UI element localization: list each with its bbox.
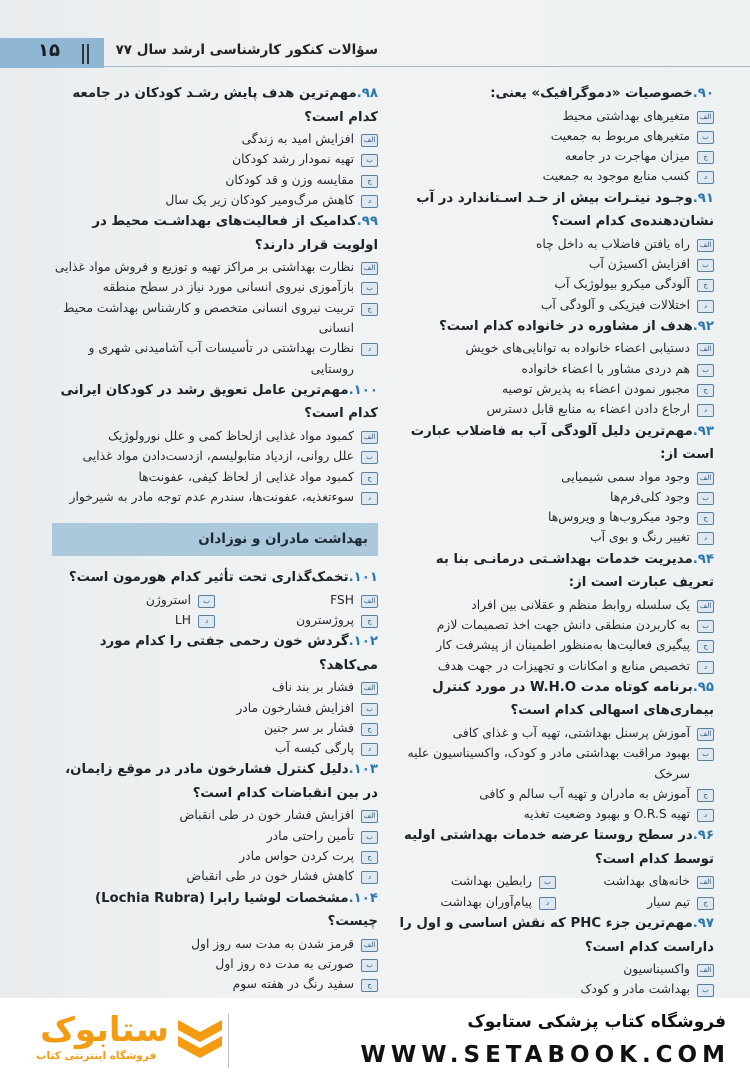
option-pair-row (398, 892, 714, 912)
answer-option (52, 426, 378, 446)
option-letter-badge: ب (361, 451, 378, 464)
right-column (398, 82, 714, 998)
question-number: ۱۰۲. (348, 634, 378, 650)
answer-option (52, 257, 378, 277)
answer-option (215, 610, 378, 630)
option-text: علل روانی، ازدیاد متابولیسم، ازدست‌دادن مواد غذایی (82, 449, 354, 464)
running-header-title: سؤالات کنکور کارشناسی ارشد سال ۷۷ (115, 42, 378, 58)
option-letter-badge: الف (361, 431, 378, 444)
question-text: هدف از مشاوره در خانواده کدام است؟ (439, 318, 693, 334)
option-letter-badge: ب (361, 959, 378, 972)
option-text: نظارت بهداشتی بر مراکز تهیه و توزیع و فروش مواد غذایی (54, 260, 354, 275)
answer-option (398, 126, 714, 146)
option-letter-badge: ب (697, 259, 714, 272)
option-text: تربیت نیروی انسانی متخصص و کارشناس بهداشت محیط انسانی (63, 300, 354, 336)
option-letter-badge: ج (697, 151, 714, 164)
answer-option (398, 295, 714, 315)
option-letter-badge: ب (539, 876, 556, 889)
answer-option (52, 826, 378, 846)
answer-option (52, 298, 378, 339)
option-letter-badge: الف (697, 600, 714, 613)
question-text: وجـود نیتـرات بیش از حـد اسـتاندارد در آب نشان‌دهنده‌ی کدام است؟ (416, 190, 714, 230)
answer-option (398, 106, 714, 126)
option-letter-badge: ج (361, 615, 378, 628)
answer-option (398, 979, 714, 998)
question-stem (52, 82, 378, 129)
question-stem (52, 758, 378, 805)
answer-option (398, 254, 714, 274)
option-letter-badge: د (539, 897, 556, 910)
option-letter-badge: الف (361, 810, 378, 823)
answer-option (398, 723, 714, 743)
option-text: وجود مواد سمی شیمیایی (561, 469, 690, 484)
option-letter-badge: ب (697, 131, 714, 144)
option-letter-badge: ب (697, 620, 714, 633)
option-letter-badge: الف (361, 134, 378, 147)
option-pair-row (398, 871, 714, 891)
answer-option (556, 871, 714, 891)
option-letter-badge: ج (361, 303, 378, 316)
option-text: تیم سیار (647, 894, 690, 909)
question-number: ۹۳. (692, 423, 714, 439)
question-stem (398, 315, 714, 339)
answer-option (52, 974, 378, 994)
option-text: متغیرهای بهداشتی محیط (562, 108, 690, 123)
option-letter-badge: د (697, 404, 714, 417)
option-text: صورتی به مدت ده روز اول (215, 956, 354, 971)
option-text: بهبود مراقبت بهداشتی مادر و کودک، واکسیناسیون علیه سرخک (407, 746, 690, 781)
option-letter-badge: د (697, 661, 714, 674)
option-letter-badge: الف (697, 239, 714, 252)
question-number: ۹۰. (692, 86, 714, 101)
answer-option (52, 934, 378, 954)
answer-option (52, 610, 215, 630)
option-letter-badge: د (697, 300, 714, 313)
answer-option (52, 170, 378, 190)
option-text: فشار بر بند ناف (272, 680, 354, 695)
answer-option (398, 959, 714, 979)
option-text: کسب منابع موجود به جمعیت (542, 169, 690, 184)
option-letter-badge: الف (361, 595, 378, 608)
logo-chevron-icon (176, 1014, 224, 1066)
option-letter-badge: ب (198, 595, 215, 608)
option-text: تهیه نمودار رشد کودکان (232, 152, 354, 167)
header-separator (87, 44, 89, 64)
question-stem (398, 824, 714, 871)
option-letter-badge: ج (361, 472, 378, 485)
option-text: تأمین راحتی مادر (266, 828, 354, 843)
answer-option (398, 871, 556, 891)
question-text: دلیل کنترل فشارخون مادر در موقع زایمان، در بین انقباضات کدام است؟ (65, 762, 378, 801)
option-text: قرمز شدن به مدت سه روز اول (191, 936, 354, 951)
option-text: افزایش اکسیژن آب (588, 256, 690, 271)
option-letter-badge: الف (361, 262, 378, 275)
question-stem (398, 187, 714, 234)
answer-option (398, 507, 714, 527)
option-letter-badge: د (361, 195, 378, 208)
option-text: بهداشت مادر و کودک (580, 982, 690, 997)
option-text: تخصیص منابع و امکانات و تجهیزات در جهت هدف (437, 658, 690, 673)
option-text: یک سلسله روابط منظم و عقلانی بین افراد (471, 597, 690, 612)
option-text: افزایش فشارخون مادر (236, 700, 354, 715)
question-stem (398, 912, 714, 959)
option-letter-badge: د (697, 809, 714, 822)
answer-option (398, 338, 714, 358)
answer-option (52, 738, 378, 758)
answer-option (52, 846, 378, 866)
answer-option (398, 234, 714, 254)
answer-option (52, 149, 378, 169)
answer-option (52, 190, 378, 210)
option-letter-badge: ج (361, 723, 378, 736)
option-text: راه یافتن فاضلاب به داخل چاه (535, 236, 690, 251)
answer-option (52, 718, 378, 738)
answer-option (52, 698, 378, 718)
answer-option (398, 146, 714, 166)
option-letter-badge: الف (361, 682, 378, 695)
option-letter-badge: ب (697, 492, 714, 505)
question-text: کدامیک از فعالیت‌های بهداشـت محیط در اولویت قرار دارند؟ (92, 214, 378, 253)
answer-option (398, 595, 714, 615)
option-letter-badge: ب (361, 282, 378, 295)
section-heading: بهداشت مادران و نوزادان (52, 523, 378, 556)
answer-option (556, 892, 714, 912)
option-text: نظارت بهداشتی در تأسیسات آب آشامیدنی شهری و روستایی (88, 341, 354, 376)
left-questions-top (52, 82, 378, 507)
option-letter-badge: الف (697, 728, 714, 741)
option-letter-badge: الف (697, 472, 714, 485)
option-text: پارگی کیسه آب (274, 741, 354, 756)
answer-option (398, 359, 714, 379)
question-text: خصوصیات «دموگرافیک» یعنی: (490, 86, 693, 101)
question-number: ۹۵. (692, 679, 714, 695)
option-text: مقایسه وزن و قد کودکان (225, 172, 354, 187)
header-rule (104, 66, 750, 67)
question-stem (398, 420, 714, 467)
question-stem (52, 887, 378, 934)
question-number: ۱۰۱. (348, 570, 378, 586)
option-text: تغییر رنگ و بوی آب (590, 530, 690, 545)
option-text: پرت کردن حواس مادر (239, 849, 354, 864)
option-letter-badge: د (198, 615, 215, 628)
option-letter-badge: ج (697, 897, 714, 910)
question-number: ۹۲. (692, 318, 714, 334)
footer-banner (0, 998, 750, 1080)
answer-option (52, 954, 378, 974)
question-stem (398, 548, 714, 595)
option-letter-badge: ج (697, 512, 714, 525)
page-number: ۱۵ (38, 40, 60, 61)
answer-option (398, 274, 714, 294)
answer-option (398, 635, 714, 655)
option-text: دستیابی اعضاء خانواده به توانایی‌های خویش (465, 341, 690, 356)
store-website[interactable]: WWW.SETABOOK.COM (360, 1042, 730, 1068)
answer-option (52, 467, 378, 487)
answer-option (52, 590, 215, 610)
option-text: رابطین بهداشت (450, 874, 532, 889)
setabook-logo (28, 1008, 298, 1072)
option-text: میزان مهاجرت در جامعه (564, 149, 690, 164)
option-letter-badge: ج (697, 640, 714, 653)
option-letter-badge: الف (697, 876, 714, 889)
option-text: بازآموزی نیروی انسانی مورد نیاز در سطح منطقه (102, 280, 354, 295)
option-text: کاهش فشار خون در طی انقباض (186, 869, 354, 884)
option-text: کمبود مواد غذایی ازلحاظ کمی و علل نورولوژیک (108, 428, 354, 443)
question-stem (398, 676, 714, 723)
option-letter-badge: الف (361, 939, 378, 952)
option-text: کاهش مرگ‌ومیر کودکان زیر یک سال (165, 192, 354, 207)
option-text: ارجاع دادن اعضاء به منابع قابل دسترس (486, 402, 690, 417)
question-number: ۹۴. (692, 551, 714, 567)
question-text: مهم‌ترین جزء PHC که نقش اساسی و اول را داراست کدام است؟ (399, 916, 714, 955)
answer-option (52, 677, 378, 697)
question-stem (398, 82, 714, 106)
question-number: ۹۱. (692, 190, 714, 206)
question-stem (52, 210, 378, 257)
option-text: تهیه O.R.S و بهبود وضعیت تغذیه (523, 807, 690, 822)
question-text: گردش خون رحمی جفتی را کدام مورد می‌کاهد؟ (99, 634, 378, 673)
answer-option (52, 338, 378, 379)
option-text: سفید رنگ در هفته سوم (232, 977, 354, 992)
store-name: فروشگاه کتاب پزشکی ستابوک (467, 1012, 726, 1032)
question-text: مدیریت خدمات بهداشـتی درمانـی بنا به تعریف عبارت است از: (435, 551, 714, 591)
answer-option (52, 129, 378, 149)
answer-option (398, 487, 714, 507)
option-letter-badge: د (361, 492, 378, 505)
question-number: ۱۰۰. (348, 382, 378, 398)
question-text: مشخصات لوشیا رابرا (Lochia Rubra) چیست؟ (94, 890, 378, 930)
option-letter-badge: الف (697, 111, 714, 124)
option-text: افزایش امید به زندگی (241, 132, 354, 146)
answer-option (398, 804, 714, 824)
option-text: استروژن (145, 592, 191, 607)
question-text: برنامه کوتاه مدت W.H.O در مورد کنترل بیماری‌های اسهالی کدام است؟ (432, 679, 714, 719)
option-letter-badge: د (361, 871, 378, 884)
answer-option (52, 446, 378, 466)
option-letter-badge: ب (697, 364, 714, 377)
option-text: پیام‌آوران بهداشت (440, 894, 532, 909)
option-letter-badge: ج (361, 851, 378, 864)
answer-option (398, 615, 714, 635)
option-text: مجبور نمودن اعضاء به پذیرش توصیه (501, 381, 690, 396)
header-separator (82, 44, 84, 64)
answer-option (398, 467, 714, 487)
answer-option (398, 656, 714, 676)
question-number: ۹۷. (692, 916, 714, 932)
option-text: به کاربردن منطقی دانش جهت اخذ تصمیمات لازم (436, 618, 690, 633)
option-text: کمبود مواد غذایی از لحاظ کیفی، عفونت‌ها (138, 469, 354, 484)
question-text: مهم‌ترین عامل تعویق رشد در کودکان ایرانی کدام است؟ (60, 382, 378, 422)
answer-option (398, 399, 714, 419)
answer-option (52, 487, 378, 507)
option-letter-badge: د (697, 171, 714, 184)
option-text: متغیرهای مربوط به جمعیت (550, 128, 690, 143)
option-text: آموزش به مادران و تهیه آب سالم و کافی (479, 786, 690, 801)
answer-option (398, 166, 714, 186)
option-text: واکسیناسیون (623, 962, 690, 977)
option-text: سوءتغذیه، عفونت‌ها، سندرم عدم توجه مادر به شیرخوار (69, 489, 354, 504)
option-letter-badge: الف (697, 964, 714, 977)
logo-wordmark: ستابوک (40, 1010, 169, 1050)
option-letter-badge: ج (361, 979, 378, 992)
option-letter-badge: د (697, 532, 714, 545)
option-pair-row (52, 590, 378, 610)
option-letter-badge: د (361, 743, 378, 756)
option-text: پروژسترون (296, 612, 354, 627)
option-text: FSH (330, 592, 354, 607)
left-column (52, 82, 378, 998)
question-text: مهم‌ترین هدف پایش رشـد کودکان در جامعه کدام است؟ (72, 86, 378, 125)
question-number: ۱۰۴. (348, 890, 378, 906)
answer-option (52, 866, 378, 886)
option-letter-badge: ب (361, 154, 378, 167)
option-text: LH (174, 612, 191, 627)
answer-option (398, 892, 556, 912)
option-text: پیگیری فعالیت‌ها به‌منظور اطمینان از پیشرفت کار (436, 638, 690, 653)
question-stem (52, 630, 378, 677)
question-text: تخمک‌گذاری تحت تأثیر کدام هورمون است؟ (68, 570, 349, 586)
option-letter-badge: الف (697, 343, 714, 356)
option-text: آلودگی میکرو بیولوژیک آب (554, 277, 690, 292)
question-stem (52, 566, 378, 590)
option-letter-badge: ج (697, 279, 714, 292)
answer-option (398, 379, 714, 399)
answer-option (398, 743, 714, 784)
answer-option (398, 527, 714, 547)
option-text: هم دردی مشاور با اعضاء خانواده (521, 361, 690, 376)
option-letter-badge: ج (361, 175, 378, 188)
option-letter-badge: ج (697, 384, 714, 397)
question-number: ۱۰۳. (348, 762, 378, 778)
option-text: افزایش فشار خون در طی انقباض (179, 808, 354, 823)
question-stem (52, 379, 378, 426)
option-text: آموزش پرسنل بهداشتی، تهیه آب و غذای کافی (452, 725, 690, 740)
option-letter-badge: ج (697, 789, 714, 802)
question-number: ۹۶. (692, 828, 714, 844)
question-text: مهم‌ترین دلیل آلودگی آب به فاضلاب عبارت است از: (410, 423, 714, 463)
question-number: ۹۹. (356, 214, 378, 230)
option-text: خانه‌های بهداشت (603, 874, 690, 889)
answer-option (215, 590, 378, 610)
option-text: اختلالات فیزیکی و آلودگی آب (540, 297, 690, 312)
logo-tagline: فروشگاه اینترنتی کتاب (36, 1050, 157, 1062)
question-number: ۹۸. (356, 86, 378, 101)
option-text: وجود کلی‌فرم‌ها (610, 489, 690, 504)
answer-option (398, 784, 714, 804)
option-letter-badge: ب (697, 984, 714, 997)
option-letter-badge: ب (361, 703, 378, 716)
logo-divider (228, 1014, 229, 1068)
option-letter-badge: د (361, 343, 378, 356)
option-letter-badge: ب (361, 831, 378, 844)
answer-option (52, 277, 378, 297)
option-text: وجود میکروب‌ها و ویروس‌ها (548, 510, 690, 525)
left-questions-bottom (52, 566, 378, 998)
option-pair-row (52, 610, 378, 630)
question-text: در سطح روستا عرضه خدمات بهداشتی اولیه توسط کدام است؟ (404, 828, 714, 867)
answer-option (52, 805, 378, 825)
option-text: فشار بر سر جنین (264, 720, 354, 735)
option-letter-badge: ب (697, 748, 714, 761)
